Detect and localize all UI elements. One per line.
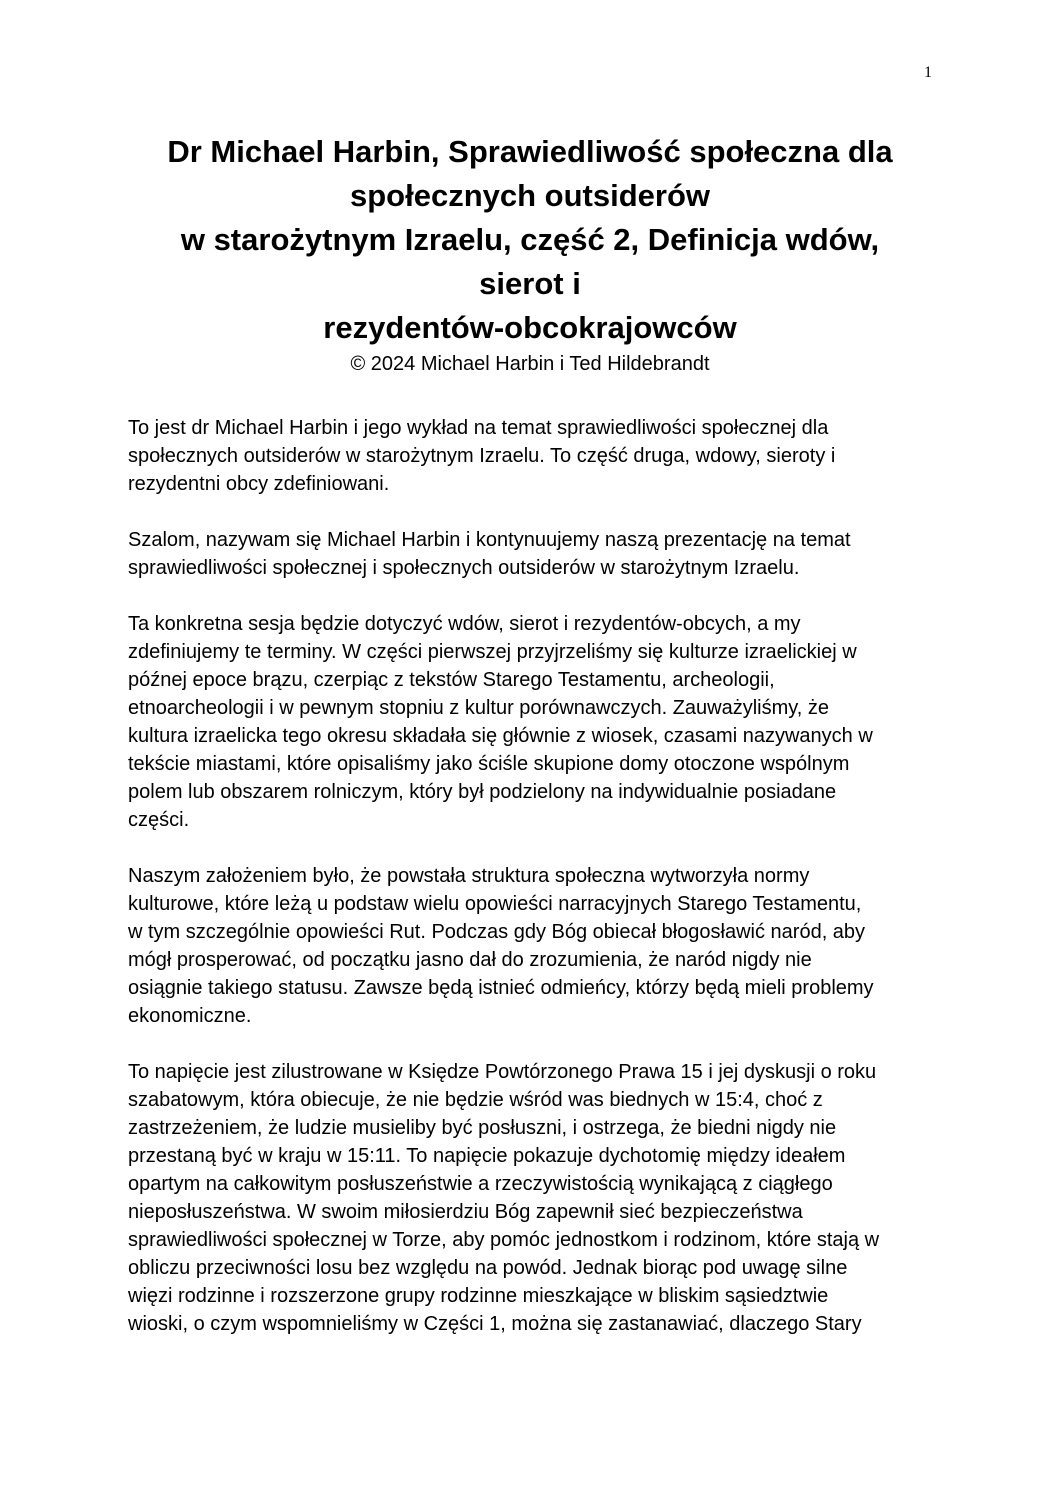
text-line: późnej epoce brązu, czerpiąc z tekstów Starego Testamentu, archeologii, [128,669,775,691]
text-line: osiągnie takiego statusu. Zawsze będą istnieć odmieńcy, którzy będą mieli problemy [128,977,874,999]
text-line: etnoarcheologii i w pewnym stopniu z kultur porównawczych. Zauważyliśmy, że [128,697,830,719]
text-line: To jest dr Michael Harbin i jego wykład na temat sprawiedliwości społecznej dla [128,417,829,439]
title-line: sierot i [479,266,581,301]
document-title [100,130,960,378]
paragraph-5 [128,1058,938,1338]
text-line: obliczu przeciwności losu bez względu na powód. Jednak biorąc pod uwagę silne [128,1257,848,1279]
text-line: szabatowym, która obiecuje, że nie będzie wśród was biednych w 15:4, choć z [128,1089,823,1111]
text-line: nieposłuszeństwa. W swoim miłosierdziu Bóg zapewnił sieć bezpieczeństwa [128,1201,803,1223]
text-line: rezydentni obcy zdefiniowani. [128,473,390,495]
title-line: w starożytnym Izraelu, część 2, Definicja wdów, [180,222,880,257]
text-line: Naszym założeniem było, że powstała struktura społeczna wytworzyła normy [128,865,810,887]
text-line: w tym szczególnie opowieści Rut. Podczas gdy Bóg obiecał błogosławić naród, aby [128,921,866,943]
paragraph-3 [128,610,938,834]
text-line: To napięcie jest zilustrowane w Księdze Powtórzonego Prawa 15 i jej dyskusji o roku [128,1061,877,1083]
text-line: mógł prosperować, od początku jasno dał do zrozumienia, że naród nigdy nie [128,949,812,971]
paragraph-1 [128,414,938,498]
text-line: kultura izraelicka tego okresu składała się głównie z wiosek, czasami nazywanych w [128,725,873,747]
document-body [128,414,938,1366]
text-line: wioski, o czym wspomnieliśmy w Części 1, można się zastanawiać, dlaczego Stary [128,1313,862,1335]
title-line: społecznych outsiderów [349,178,710,213]
paragraph-2 [128,526,938,582]
text-line: zdefiniujemy te terminy. W części pierwszej przyjrzeliśmy się kulturze izraelickiej w [128,641,857,663]
text-line: opartym na całkowitym posłuszeństwie a rzeczywistością wynikającą z ciągłego [128,1173,833,1195]
title-line: Dr Michael Harbin, Sprawiedliwość społeczna dla [167,134,893,169]
text-line: więzi rodzinne i rozszerzone grupy rodzinne mieszkające w bliskim sąsiedztwie [128,1285,829,1307]
paragraph-4 [128,862,938,1030]
page-number: 1 [924,64,932,81]
title-line: rezydentów-obcokrajowców [323,310,737,345]
text-line: sprawiedliwości społecznej i społecznych outsiderów w starożytnym Izraelu. [128,557,800,579]
text-line: ekonomiczne. [128,1005,252,1027]
text-line: tekście miastami, które opisaliśmy jako ściśle skupione domy otoczone wspólnym [128,753,850,775]
copyright-notice: © 2024 Michael Harbin i Ted Hildebrandt [350,353,710,375]
text-line: społecznych outsiderów w starożytnym Izraelu. To część druga, wdowy, sieroty i [128,445,836,467]
text-line: polem lub obszarem rolniczym, który był podzielony na indywidualnie posiadane [128,781,837,803]
text-line: przestaną być w kraju w 15:11. To napięcie pokazuje dychotomię między ideałem [128,1145,846,1167]
text-line: kulturowe, które leżą u podstaw wielu opowieści narracyjnych Starego Testamentu, [128,893,862,915]
text-line: sprawiedliwości społecznej w Torze, aby pomóc jednostkom i rodzinom, które stają w [128,1229,880,1251]
text-line: Ta konkretna sesja będzie dotyczyć wdów, sierot i rezydentów-obcych, a my [128,613,801,635]
text-line: Szalom, nazywam się Michael Harbin i kontynuujemy naszą prezentację na temat [128,529,851,551]
text-line: zastrzeżeniem, że ludzie musieliby być posłuszni, i ostrzega, że biedni nigdy nie [128,1117,837,1139]
text-line: części. [128,809,190,831]
